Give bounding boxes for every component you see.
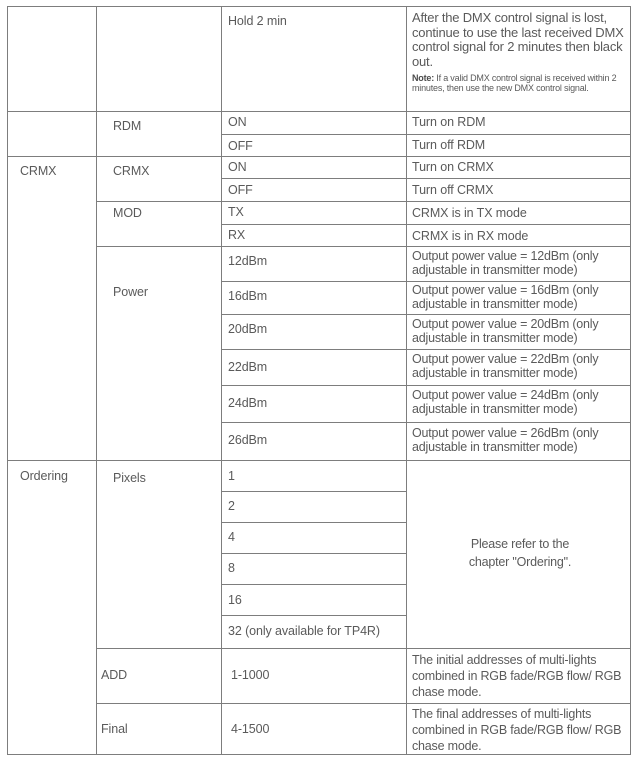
option-description: Turn on CRMX xyxy=(412,160,494,174)
row-divider xyxy=(221,178,631,179)
pixel-option: 32 (only available for TP4R) xyxy=(228,624,380,638)
column-divider xyxy=(406,6,407,755)
note-label: Note: xyxy=(412,73,434,83)
option-description: After the DMX control signal is lost, continue to use the last received DMX control signal for 2 minutes then black out. xyxy=(412,10,624,69)
pixel-option: 16 xyxy=(228,593,242,607)
option-description: Output power value = 20dBm (only adjustable in transmitter mode) xyxy=(412,317,599,345)
category-label-crmx: CRMX xyxy=(20,164,57,178)
option-value: OFF xyxy=(228,183,253,197)
pixel-option: 8 xyxy=(228,561,235,575)
option-value: TX xyxy=(228,205,244,219)
option-value: 12dBm xyxy=(228,254,268,268)
row-divider xyxy=(221,522,406,523)
option-value: 16dBm xyxy=(228,289,268,303)
option-value: 1-1000 xyxy=(231,668,270,682)
note-text: If a valid DMX control signal is received within 2 minutes, then use the new DMX control signal. xyxy=(412,73,617,93)
option-description: Output power value = 16dBm (only adjustable in transmitter mode) xyxy=(412,283,599,311)
option-description: Output power value = 22dBm (only adjustable in transmitter mode) xyxy=(412,352,599,380)
row-divider xyxy=(221,349,631,350)
option-value: ON xyxy=(228,115,247,129)
category-label-ordering: Ordering xyxy=(20,469,68,483)
item-label-crmx: CRMX xyxy=(113,164,150,178)
option-description: Turn off CRMX xyxy=(412,183,494,197)
hold-note xyxy=(412,73,634,93)
option-description: Turn off RDM xyxy=(412,138,486,152)
option-value: 4-1500 xyxy=(231,722,270,736)
row-divider xyxy=(221,385,631,386)
item-label-final: Final xyxy=(101,722,128,736)
row-divider xyxy=(221,314,631,315)
row-divider xyxy=(221,584,406,585)
option-value: 20dBm xyxy=(228,322,268,336)
pixel-option: 2 xyxy=(228,499,235,513)
settings-table xyxy=(7,6,631,755)
row-divider xyxy=(221,491,406,492)
option-description: Output power value = 24dBm (only adjustable in transmitter mode) xyxy=(412,388,599,416)
row-divider xyxy=(7,460,631,461)
row-divider xyxy=(7,111,631,112)
pixel-option: 4 xyxy=(228,530,235,544)
row-divider xyxy=(96,246,631,247)
option-value: 22dBm xyxy=(228,360,268,374)
row-divider xyxy=(96,703,631,704)
row-divider xyxy=(7,156,631,157)
row-divider xyxy=(221,615,406,616)
option-description: CRMX is in RX mode xyxy=(412,229,529,243)
item-label-pixels: Pixels xyxy=(113,471,146,485)
option-description: Output power value = 26dBm (only adjustable in transmitter mode) xyxy=(412,426,599,454)
option-description: The initial addresses of multi-lights combined in RGB fade/RGB flow/ RGB chase mode. xyxy=(412,653,622,699)
column-divider xyxy=(96,6,97,755)
option-description: Turn on RDM xyxy=(412,115,486,129)
row-divider xyxy=(221,422,631,423)
row-divider xyxy=(221,553,406,554)
option-value: RX xyxy=(228,228,246,242)
option-value: Hold 2 min xyxy=(228,14,287,28)
item-label-add: ADD xyxy=(101,668,128,682)
option-value: 24dBm xyxy=(228,396,268,410)
option-description: The final addresses of multi-lights combined in RGB fade/RGB flow/ RGB chase mode. xyxy=(412,707,622,753)
option-value: ON xyxy=(228,160,247,174)
option-description: CRMX is in TX mode xyxy=(412,206,527,220)
option-value: OFF xyxy=(228,139,253,153)
pixel-option: 1 xyxy=(228,469,235,483)
option-description: Output power value = 12dBm (only adjustable in transmitter mode) xyxy=(412,249,599,277)
option-value: 26dBm xyxy=(228,433,268,447)
row-divider xyxy=(221,134,631,135)
row-divider xyxy=(96,648,631,649)
item-label-mod: MOD xyxy=(113,206,142,220)
column-divider xyxy=(221,6,222,755)
pixels-description: Please refer to the chapter "Ordering". xyxy=(468,537,572,569)
row-divider xyxy=(221,224,631,225)
row-divider xyxy=(221,281,631,282)
item-label-rdm: RDM xyxy=(113,119,142,133)
item-label-power: Power xyxy=(113,285,148,299)
row-divider xyxy=(96,201,631,202)
